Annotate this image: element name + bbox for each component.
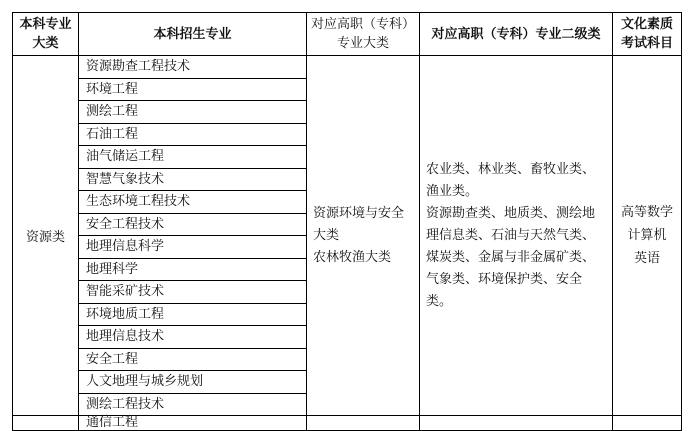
major-cell: 地理信息技术	[79, 326, 307, 349]
major-cell: 测绘工程	[79, 101, 307, 124]
vocational-subcategory-cell: 农业类、林业类、畜牧业类、渔业类。 资源勘查类、地质类、测绘地理信息类、石油与天然气类、煤炭类、金属与非金属矿类、气象类、环境保护类、安全类。	[420, 56, 613, 416]
major-cell: 安全工程技术	[79, 213, 307, 236]
header-undergrad-category: 本科专业 大类	[13, 13, 79, 56]
major-cell: 生态环境工程技术	[79, 191, 307, 214]
header-row	[13, 13, 682, 56]
undergrad-category-cell: 资源类	[13, 56, 79, 416]
next-culture-subjects-cell	[613, 416, 682, 431]
major-cell: 安全工程	[79, 348, 307, 371]
next-major-cell: 通信工程	[79, 416, 307, 431]
admission-table	[12, 12, 682, 431]
vocational-category-cell: 资源环境与安全大类 农林牧渔大类	[307, 56, 420, 416]
major-cell: 智慧气象技术	[79, 168, 307, 191]
next-vocational-category-cell	[307, 416, 420, 431]
culture-subjects-cell: 高等数学 计算机 英语	[613, 56, 682, 416]
header-undergrad-major: 本科招生专业	[79, 13, 307, 56]
header-culture-subjects: 文化素质 考试科目	[613, 13, 682, 56]
major-cell: 环境工程	[79, 78, 307, 101]
major-cell: 人文地理与城乡规划	[79, 371, 307, 394]
table-row	[13, 56, 682, 79]
header-vocational-category: 对应高职（专科） 专业大类	[307, 13, 420, 56]
major-cell: 智能采矿技术	[79, 281, 307, 304]
major-cell: 测绘工程技术	[79, 393, 307, 416]
header-vocational-subcategory: 对应高职（专科）专业二级类	[420, 13, 613, 56]
next-vocational-subcategory-cell	[420, 416, 613, 431]
major-cell: 环境地质工程	[79, 303, 307, 326]
table-row-partial	[13, 416, 682, 431]
major-cell: 石油工程	[79, 123, 307, 146]
major-cell: 资源勘查工程技术	[79, 56, 307, 79]
next-category-cell	[13, 416, 79, 431]
major-cell: 地理信息科学	[79, 236, 307, 259]
major-cell: 油气储运工程	[79, 146, 307, 169]
major-cell: 地理科学	[79, 258, 307, 281]
